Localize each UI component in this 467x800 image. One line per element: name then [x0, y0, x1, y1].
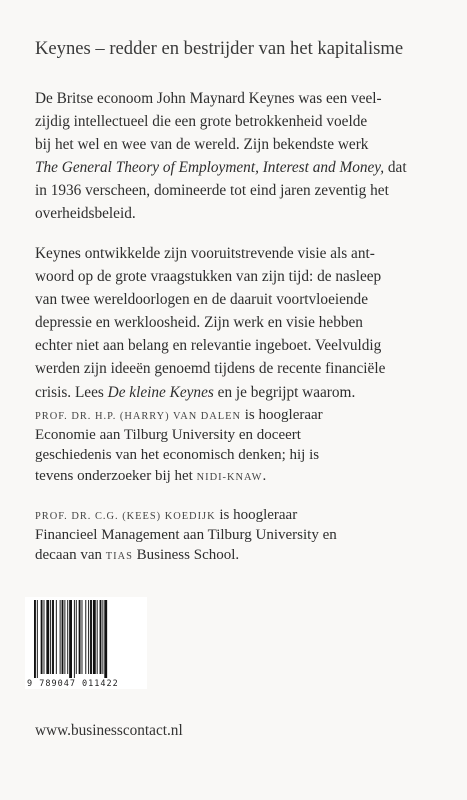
text-line: depressie en werkloosheid. Zijn werk en visie hebben	[35, 314, 363, 332]
author-bio-koedijk	[35, 505, 455, 566]
text-line	[35, 545, 455, 565]
text-line: werden zijn ideeën genoemd tijdens de recente financiële	[35, 360, 386, 378]
organization-name: TIAS	[105, 551, 133, 563]
barcode-bar	[82, 600, 83, 674]
barcode-bar	[104, 600, 107, 678]
text-line: echter niet aan belang en relevantie ingeboet. Veelvuldig	[35, 337, 382, 355]
barcode-bar	[62, 600, 64, 674]
text-line	[35, 156, 455, 179]
text-line: overheidsbeleid.	[35, 205, 136, 223]
barcode-bar	[56, 600, 57, 674]
text-fragment: tevens onderzoeker bij het	[35, 467, 197, 484]
text-line: zijdig intellectueel die een grote betrokkenheid voelde	[35, 113, 368, 131]
text-line	[35, 405, 455, 425]
barcode-bar	[79, 600, 81, 674]
text-fragment: is hoogleraar	[241, 407, 323, 423]
barcode-bar	[46, 600, 49, 674]
author-name: PROF. DR. H.P. (HARRY) VAN DALEN	[35, 411, 242, 422]
book-title: Keynes – redder en bestrijder van het kapitalisme	[35, 38, 404, 59]
barcode-bar	[67, 600, 68, 674]
barcode-bar	[60, 600, 61, 674]
barcode-bar	[34, 600, 36, 678]
barcode-bar	[41, 600, 43, 674]
text-line: woord op de grote vraagstukken van zijn tijd: de nasleep	[35, 268, 382, 286]
text-fragment: is hoogleraar	[215, 507, 298, 523]
text-line: Economie aan Tilburg University en doceert	[35, 427, 301, 444]
text-fragment: .	[262, 467, 267, 484]
organization-name: NIDI-KNAW	[196, 471, 263, 483]
barcode-bar	[93, 600, 96, 674]
barcode-bar	[100, 600, 102, 674]
barcode-bar	[74, 600, 75, 678]
barcode-bar	[102, 600, 103, 674]
book-reference: The General Theory of Employment, Interest and Money,	[35, 159, 385, 177]
text-line: De Britse econoom John Maynard Keynes was een veel-	[35, 90, 382, 107]
barcode-bar	[90, 600, 92, 674]
barcode-bar	[44, 600, 45, 674]
text-line: bij het wel en wee van de wereld. Zijn bekendste werk	[35, 136, 369, 154]
text-line: Financieel Management aan Tilburg University en	[35, 527, 337, 544]
text-line	[35, 505, 455, 525]
intro-paragraph	[35, 87, 455, 226]
barcode-bar	[64, 600, 65, 674]
isbn-barcode	[25, 597, 147, 689]
text-line: van twee wereldoorlogen en de daaruit voortvloeiende	[35, 291, 368, 309]
barcode-bar	[88, 600, 89, 674]
text-fragment: dat	[384, 159, 407, 177]
barcode-bar	[52, 600, 54, 674]
text-line	[35, 466, 455, 486]
text-line: geschiedenis van het economisch denken; hij is	[35, 447, 320, 464]
barcode-bar	[69, 600, 72, 678]
text-line	[35, 381, 455, 404]
author-name: PROF. DR. C.G. (KEES) KOEDIJK	[35, 511, 216, 522]
vision-paragraph	[35, 242, 455, 404]
text-fragment: en je begrijpt waarom.	[213, 383, 356, 401]
book-reference: De kleine Keynes	[107, 383, 214, 401]
barcode-bar	[85, 600, 86, 674]
barcode-bar	[76, 600, 77, 674]
text-line: Keynes ontwikkelde zijn vooruitstrevende visie als ant-	[35, 245, 375, 262]
author-bio-van-dalen	[35, 405, 455, 486]
text-fragment: Business School.	[132, 547, 240, 564]
text-fragment: crisis. Lees	[35, 383, 108, 401]
isbn-number: 9 789047 011422	[27, 679, 119, 689]
barcode-bar	[97, 600, 98, 674]
barcode-bar	[37, 600, 38, 678]
text-fragment: decaan van	[35, 547, 106, 564]
publisher-website: www.businesscontact.nl	[35, 722, 183, 739]
text-line: in 1936 verscheen, domineerde tot eind jaren zeventig het	[35, 182, 389, 200]
barcode-bar	[50, 600, 51, 674]
